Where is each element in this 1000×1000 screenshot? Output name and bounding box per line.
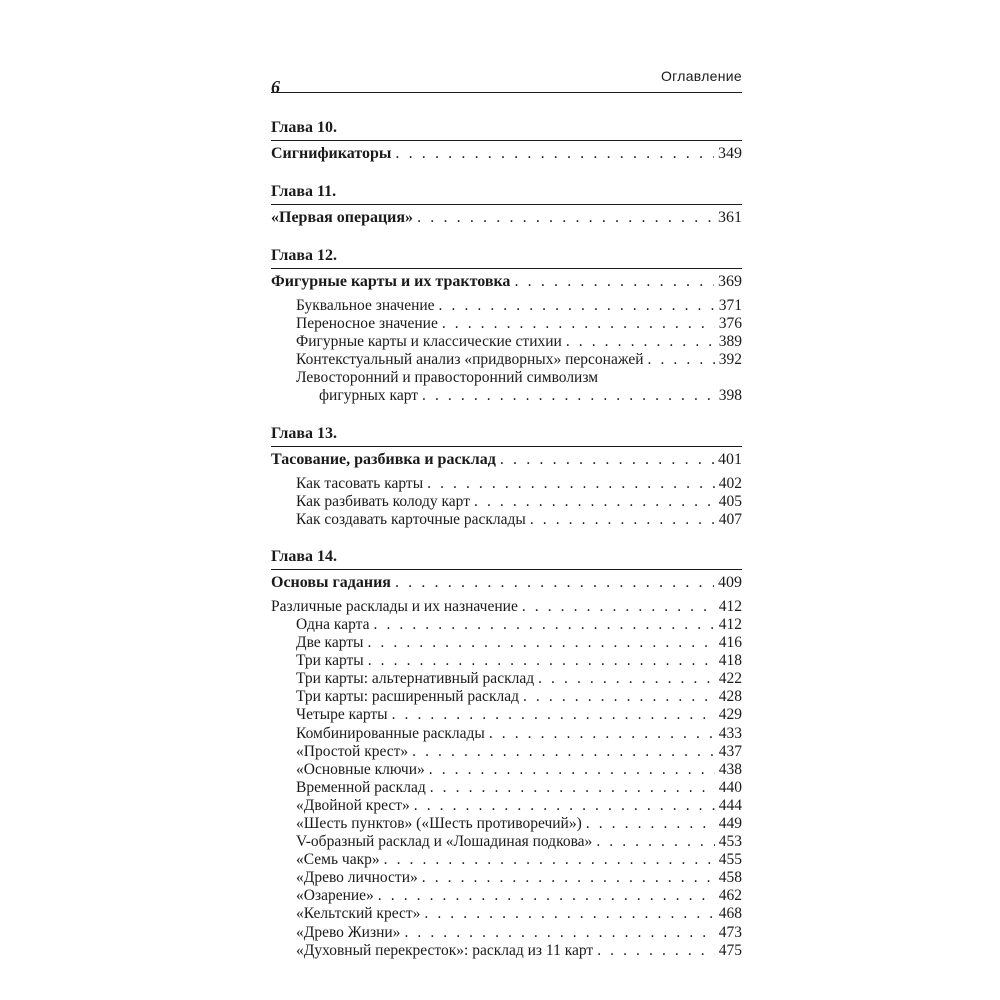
dot-leader bbox=[422, 387, 715, 405]
toc-entry[interactable] bbox=[271, 475, 742, 493]
entry-title: Буквальное значение bbox=[296, 297, 435, 314]
entry-title: Четыре карты bbox=[296, 706, 388, 724]
chapter-page: 349 bbox=[718, 145, 742, 162]
toc-entry[interactable] bbox=[271, 297, 742, 315]
dot-leader bbox=[404, 924, 714, 942]
dot-leader bbox=[427, 475, 715, 493]
chapter-label: Глава 11. bbox=[271, 183, 337, 200]
chapter-label: Глава 12. bbox=[271, 247, 337, 264]
entry-page: 405 bbox=[718, 492, 742, 510]
entry-page: 475 bbox=[718, 941, 742, 959]
entry-page: 371 bbox=[718, 297, 742, 314]
entry-title: Левосторонний и правосторонний символизм bbox=[296, 369, 599, 387]
chapter-title: Основы гадания bbox=[271, 573, 391, 591]
toc-entry[interactable] bbox=[271, 634, 742, 652]
entry-title: Как тасовать карты bbox=[296, 474, 424, 492]
chapter-12 bbox=[271, 246, 742, 406]
entry-page: 418 bbox=[718, 652, 742, 670]
toc-entry[interactable] bbox=[271, 706, 742, 724]
chapter-14 bbox=[271, 547, 742, 960]
entry-title: Различные расклады и их назначение bbox=[271, 597, 518, 615]
dot-leader bbox=[374, 616, 715, 634]
running-head bbox=[271, 62, 742, 100]
entry-title: «Древо Жизни» bbox=[296, 923, 401, 941]
running-head-title: Оглавление bbox=[660, 68, 742, 84]
entry-page: 407 bbox=[718, 510, 742, 528]
entry-title: Как разбивать колоду карт bbox=[296, 492, 470, 510]
dot-leader bbox=[430, 779, 715, 797]
dot-leader bbox=[489, 725, 715, 743]
dot-leader bbox=[530, 511, 715, 529]
dot-leader bbox=[538, 670, 715, 688]
entry-page: 392 bbox=[718, 351, 742, 369]
entry-page: 422 bbox=[718, 670, 742, 688]
chapter-page: 361 bbox=[718, 209, 742, 226]
dot-leader bbox=[523, 688, 715, 706]
entry-page: 453 bbox=[718, 833, 742, 851]
entry-page: 389 bbox=[718, 333, 742, 351]
page-number: 6 bbox=[271, 77, 280, 97]
toc-entry[interactable] bbox=[271, 869, 742, 887]
dot-leader bbox=[395, 573, 714, 593]
entry-title: Три карты: расширенный расклад bbox=[296, 688, 519, 706]
chapter-11 bbox=[271, 182, 742, 228]
dot-leader bbox=[648, 351, 715, 369]
toc-entry-continuation[interactable] bbox=[271, 387, 742, 405]
toc-entry[interactable] bbox=[271, 351, 742, 369]
toc-entry[interactable] bbox=[271, 616, 742, 634]
toc-entry[interactable] bbox=[271, 815, 742, 833]
toc-entry[interactable] bbox=[271, 369, 742, 387]
toc-entry[interactable] bbox=[271, 761, 742, 779]
toc-entry[interactable] bbox=[271, 670, 742, 688]
dot-leader bbox=[414, 797, 715, 815]
entry-page: 438 bbox=[718, 760, 742, 778]
dot-leader bbox=[412, 743, 715, 761]
chapter-10 bbox=[271, 118, 742, 164]
entry-page: 429 bbox=[718, 706, 742, 724]
dot-leader bbox=[422, 869, 715, 887]
entry-page: 462 bbox=[718, 887, 742, 905]
dot-leader bbox=[367, 634, 714, 652]
chapter-label: Глава 14. bbox=[271, 547, 337, 565]
entry-title: Как создавать карточные расклады bbox=[296, 510, 526, 528]
chapter-page: 409 bbox=[718, 573, 742, 591]
entry-page: 428 bbox=[718, 688, 742, 706]
entry-page: 437 bbox=[718, 742, 742, 760]
toc-entry[interactable] bbox=[271, 333, 742, 351]
chapter-page: 401 bbox=[718, 450, 742, 468]
toc-entry[interactable] bbox=[271, 688, 742, 706]
entry-title: «Озарение» bbox=[296, 887, 374, 905]
entry-page: 398 bbox=[718, 387, 742, 405]
chapter-title-row[interactable] bbox=[271, 268, 742, 292]
toc-entry[interactable] bbox=[271, 887, 742, 905]
toc-entry[interactable] bbox=[271, 942, 742, 960]
chapter-title-row[interactable] bbox=[271, 569, 742, 593]
dot-leader bbox=[378, 887, 715, 905]
entry-page: 416 bbox=[718, 634, 742, 652]
entry-title: V-образный расклад и «Лошадиная подкова» bbox=[296, 833, 593, 851]
entry-page: 402 bbox=[718, 474, 742, 492]
chapter-title: Сигнификаторы bbox=[271, 145, 392, 162]
entry-title: «Семь чакр» bbox=[296, 851, 380, 869]
dot-leader bbox=[429, 761, 715, 779]
toc-entry[interactable] bbox=[271, 598, 742, 616]
chapter-title-row[interactable] bbox=[271, 446, 742, 470]
toc-entry[interactable] bbox=[271, 924, 742, 942]
entry-page: 433 bbox=[718, 724, 742, 742]
entry-page: 440 bbox=[718, 778, 742, 796]
entry-page: 458 bbox=[718, 869, 742, 887]
dot-leader bbox=[384, 851, 715, 869]
entry-title: «Духовный перекресток»: расклад из 11 карт bbox=[296, 941, 594, 959]
entry-title: «Простой крест» bbox=[296, 742, 409, 760]
entry-page: 473 bbox=[718, 923, 742, 941]
toc-entry[interactable] bbox=[271, 779, 742, 797]
entry-page: 444 bbox=[718, 796, 742, 814]
dot-leader bbox=[522, 598, 715, 616]
entry-title: «Кельтский крест» bbox=[296, 905, 421, 923]
entry-title: «Основные ключи» bbox=[296, 760, 425, 778]
toc-entry[interactable] bbox=[271, 493, 742, 511]
entry-page: 455 bbox=[718, 851, 742, 869]
dot-leader bbox=[442, 315, 715, 333]
entry-title: Комбинированные расклады bbox=[296, 724, 485, 742]
chapter-13 bbox=[271, 424, 742, 529]
dot-leader bbox=[424, 905, 714, 923]
chapter-title-row[interactable] bbox=[271, 204, 742, 228]
entry-page: 468 bbox=[718, 905, 742, 923]
entry-title: Одна карта bbox=[296, 615, 370, 633]
toc-entry[interactable] bbox=[271, 743, 742, 761]
entry-title: Временной расклад bbox=[296, 778, 426, 796]
dot-leader bbox=[439, 297, 715, 315]
chapter-title: Фигурные карты и их трактовка bbox=[271, 273, 511, 290]
entry-title: «Двойной крест» bbox=[296, 796, 410, 814]
toc-entry[interactable] bbox=[271, 833, 742, 851]
dot-leader bbox=[514, 272, 714, 292]
entry-title: «Древо личности» bbox=[296, 869, 418, 887]
toc-page bbox=[271, 62, 742, 960]
dot-leader bbox=[596, 833, 714, 851]
entry-title: Переносное значение bbox=[296, 315, 438, 333]
toc-entry[interactable] bbox=[271, 725, 742, 743]
dot-leader bbox=[417, 208, 714, 228]
dot-leader bbox=[395, 144, 714, 164]
dot-leader bbox=[474, 493, 715, 511]
toc-entry[interactable] bbox=[271, 797, 742, 815]
dot-leader bbox=[368, 652, 715, 670]
toc-entry[interactable] bbox=[271, 851, 742, 869]
chapter-title: «Первая операция» bbox=[271, 209, 414, 226]
entry-title: Две карты bbox=[296, 634, 364, 652]
dot-leader bbox=[597, 942, 715, 960]
entry-title: Контекстуальный анализ «придворных» персонажей bbox=[296, 351, 644, 369]
dot-leader bbox=[392, 706, 715, 724]
chapter-label: Глава 13. bbox=[271, 424, 337, 442]
dot-leader bbox=[586, 815, 715, 833]
entry-title: фигурных карт bbox=[319, 387, 419, 405]
toc-entry[interactable] bbox=[271, 315, 742, 333]
entry-title: «Шесть пунктов» («Шесть противоречий») bbox=[296, 814, 582, 832]
entry-title: Три карты: альтернативный расклад bbox=[296, 670, 535, 688]
chapter-title-row[interactable] bbox=[271, 140, 742, 164]
entry-page: 412 bbox=[718, 615, 742, 633]
dot-leader bbox=[566, 333, 715, 351]
toc-entry[interactable] bbox=[271, 905, 742, 923]
entry-title: Три карты bbox=[296, 652, 364, 670]
header-rule bbox=[271, 92, 742, 93]
chapter-label: Глава 10. bbox=[271, 119, 337, 136]
chapter-title: Тасование, разбивка и расклад bbox=[271, 450, 496, 468]
entry-page: 376 bbox=[718, 315, 742, 333]
entry-page: 412 bbox=[718, 597, 742, 615]
toc-entry[interactable] bbox=[271, 652, 742, 670]
entry-page: 449 bbox=[718, 814, 742, 832]
toc-entry[interactable] bbox=[271, 511, 742, 529]
dot-leader bbox=[500, 450, 714, 470]
entry-title: Фигурные карты и классические стихии bbox=[296, 333, 562, 351]
chapter-page: 369 bbox=[718, 273, 742, 290]
